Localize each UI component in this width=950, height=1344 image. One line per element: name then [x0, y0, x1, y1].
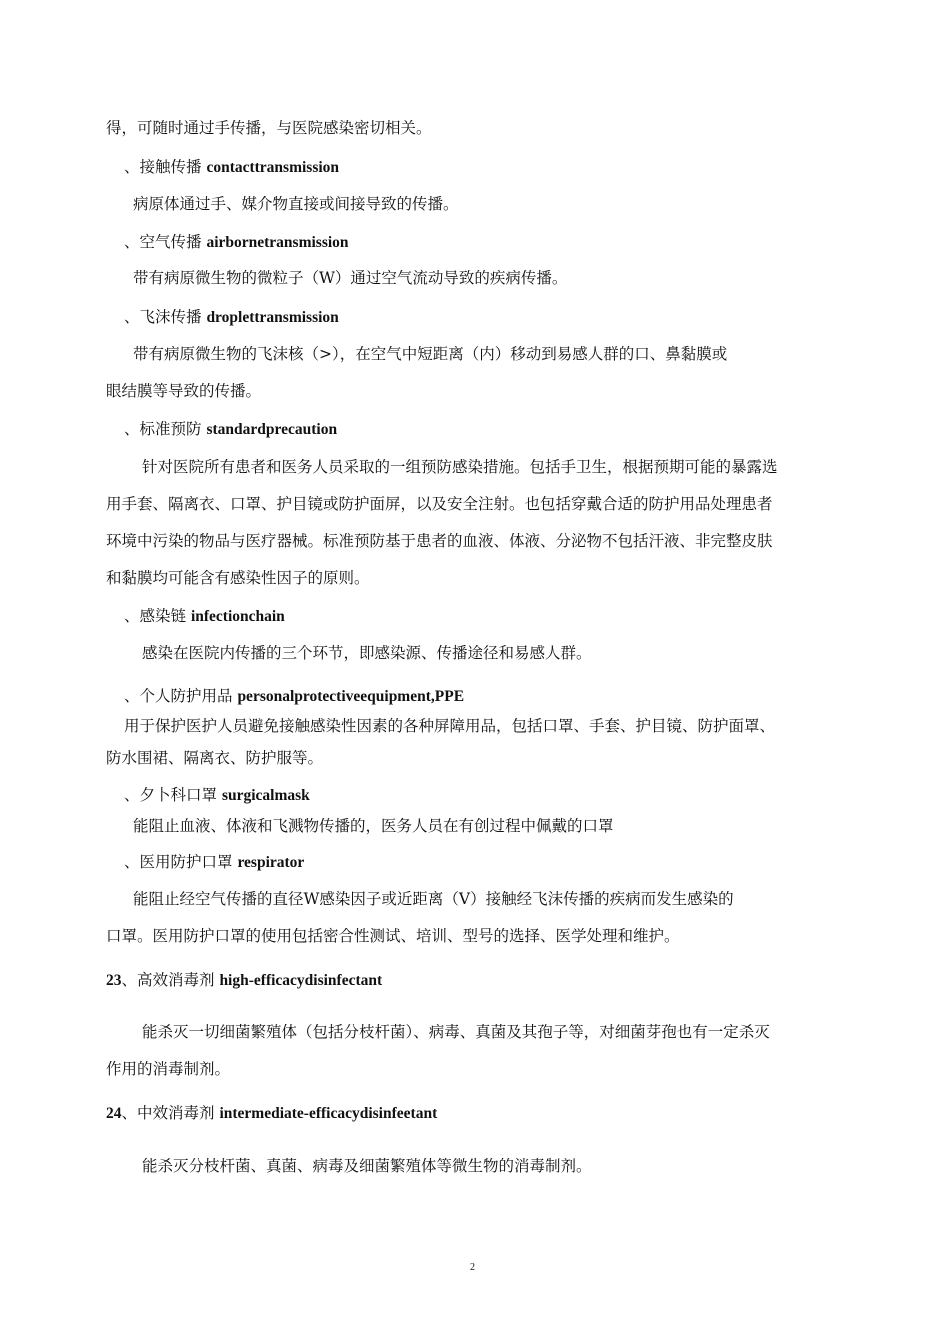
text-line: 眼结膜等导致的传播。 — [106, 382, 262, 400]
section-heading-droplet — [124, 307, 339, 328]
heading-number: 23 — [106, 972, 122, 989]
heading-label: 、飞沫传播 — [124, 308, 207, 326]
text-line: 环境中污染的物品与医疗器械。标准预防基于患者的血液、体液、分泌物不包括汗液、非完整皮肤 — [106, 532, 773, 550]
text-line: 和黏膜均可能含有感染性因子的原则。 — [106, 569, 370, 587]
heading-english: intermediate-efficacydisinfeetant — [219, 1105, 438, 1122]
heading-label: 、中效消毒剂 — [121, 1104, 220, 1122]
heading-label: 、空气传播 — [124, 233, 207, 251]
text-line: 用于保护医护人员避免接触感染性因素的各种屏障用品，包括口罩、手套、护目镜、防护面罩、 — [124, 717, 776, 735]
text-line: 能阻止血液、体液和飞溅物传播的，医务人员在有创过程中佩戴的口罩 — [133, 817, 614, 835]
heading-english: droplettransmission — [206, 309, 339, 326]
section-heading-respirator — [124, 852, 304, 873]
section-heading-contact — [124, 157, 339, 178]
section-heading-infection-chain — [124, 606, 285, 627]
heading-number: 24 — [106, 1105, 122, 1122]
heading-label: 、高效消毒剂 — [121, 971, 220, 989]
text-line: 得，可随时通过手传播，与医院感染密切相关。 — [106, 119, 432, 137]
section-heading-high-efficacy — [106, 970, 382, 991]
text-line: 能阻止经空气传播的直径W感染因子或近距离（V）接触经飞沫传播的疾病而发生感染的 — [133, 890, 734, 908]
page-number: 2 — [470, 1262, 475, 1273]
text-line: 能杀灭分枝杆菌、真菌、病毒及细菌繁殖体等微生物的消毒制剂。 — [142, 1157, 592, 1175]
text-line: 病原体通过手、媒介物直接或间接导致的传播。 — [133, 195, 459, 213]
heading-label: 、标准预防 — [124, 420, 207, 438]
text-line: 口罩。医用防护口罩的使用包括密合性测试、培训、型号的选择、医学处理和维护。 — [106, 927, 680, 945]
text-line: 带有病原微生物的飞沫核（>），在空气中短距离（内）移动到易感人群的口、鼻黏膜或 — [133, 345, 728, 363]
text-line: 用手套、隔离衣、口罩、护目镜或防护面屏，以及安全注射。也包括穿戴合适的防护用品处理患者 — [106, 495, 773, 513]
heading-english: standardprecaution — [206, 421, 338, 438]
heading-label: 、夕卜科口罩 — [124, 786, 222, 804]
heading-english: infectionchain — [190, 608, 285, 625]
heading-label: 、医用防护口罩 — [124, 853, 238, 871]
heading-label: 、感染链 — [124, 607, 191, 625]
section-heading-intermediate-efficacy — [106, 1103, 437, 1124]
text-line: 能杀灭一切细菌繁殖体（包括分枝杆菌）、病毒、真菌及其孢子等，对细菌芽孢也有一定杀灭 — [142, 1023, 770, 1041]
heading-english: contacttransmission — [206, 159, 340, 176]
heading-label: 、接触传播 — [124, 158, 207, 176]
text-line: 带有病原微生物的微粒子（W）通过空气流动导致的疾病传播。 — [133, 269, 568, 287]
section-heading-surgical-mask — [124, 785, 310, 806]
text-line: 感染在医院内传播的三个环节，即感染源、传播途径和易感人群。 — [142, 644, 592, 662]
heading-english: respirator — [237, 854, 305, 871]
heading-english: surgicalmask — [221, 787, 310, 804]
text-line: 防水围裙、隔离衣、防护服等。 — [106, 749, 324, 767]
text-line: 作用的消毒制剂。 — [106, 1060, 231, 1078]
section-heading-ppe — [124, 686, 464, 707]
section-heading-standard-precaution — [124, 419, 337, 440]
section-heading-airborne — [124, 232, 349, 253]
text-line: 针对医院所有患者和医务人员采取的一组预防感染措施。包括手卫生，根据预期可能的暴露选 — [142, 458, 778, 476]
heading-english: high-efficacydisinfectant — [219, 972, 383, 989]
heading-english: airbornetransmission — [206, 234, 349, 251]
heading-label: 、个人防护用品 — [124, 687, 238, 705]
heading-english: personalprotectiveequipment,PPE — [237, 688, 465, 705]
